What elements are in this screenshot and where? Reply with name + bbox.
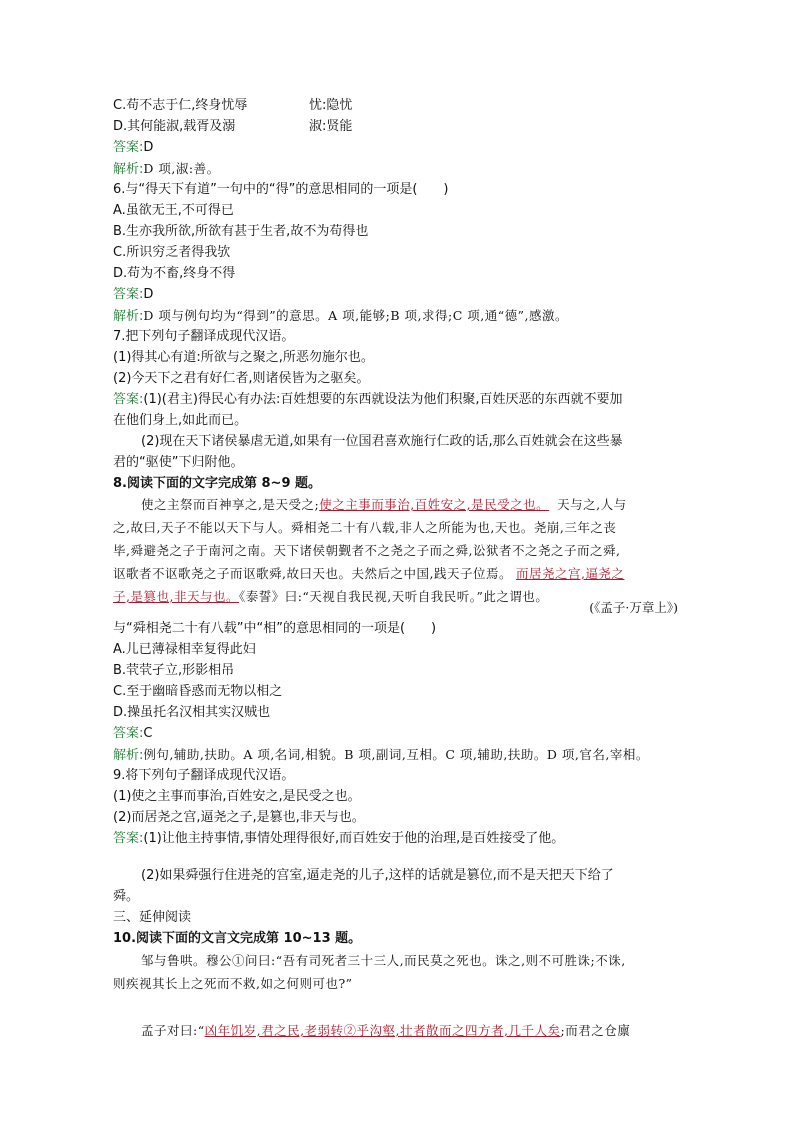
passage-text: 天与之,人与 [557, 497, 627, 512]
passage-text: 讴歌者不讴歌尧之子而讴歌舜,故曰天也。夫然后之中国,践天子位焉。 [113, 566, 512, 581]
passage-source: (《孟子·万章上》) [589, 600, 678, 615]
passage2-line-3 [141, 1022, 630, 1040]
question-6 [113, 181, 449, 199]
explanation-label: 解析: [113, 309, 144, 324]
q7-sentence-1: (1)得其心有道:所欲与之聚之,所恶勿施尔也。 [113, 350, 374, 365]
passage2-line-2: 则疾视其长上之死而不救,如之何则可也?” [113, 976, 353, 991]
option-c-text: C.苟不志于仁,终身忧辱 [113, 98, 248, 113]
q6-answer [113, 286, 153, 304]
passage-line-1 [141, 496, 627, 514]
explanation-text: D 项,淑:善。 [143, 161, 220, 176]
passage-line-2: 之,故曰,天子不能以天下与人。舜相尧二十有八载,非人之所能为也,天也。尧崩,三年之丧 [113, 520, 617, 535]
passage-line-3: 毕,舜避尧之子于南河之南。天下诸侯朝觐者不之尧之子而之舜,讼狱者不之尧之子而之舜, [113, 543, 621, 558]
answer-value: C [143, 726, 153, 741]
answer-text: (1)(君主)得民心有办法:百姓想要的东西就设法为他们积聚,百姓厌恶的东西就不要加 [143, 392, 623, 407]
passage-text: 《泰誓》曰:“天视自我民视,天听自我民听。”此之谓也。 [238, 589, 549, 604]
q8-explanation [113, 746, 649, 765]
option-c-gloss: 忧:隐忧 [309, 98, 353, 113]
q9-sentence-1: (1)使之主事而事治,百姓安之,是民受之也。 [113, 789, 361, 804]
answer-value: D [143, 287, 154, 302]
answer-label: 答案: [113, 287, 144, 302]
q7-answer-2-cont: 君的“驱使”下归附他。 [113, 455, 244, 470]
q8-answer [113, 725, 152, 743]
answer-label: 答案: [113, 140, 144, 155]
q7-answer-1 [113, 391, 622, 409]
q9-answer-1 [113, 830, 564, 848]
question-10: 10.阅读下面的文言文完成第 10~13 题。 [113, 931, 362, 946]
q9-answer-2: (2)如果舜强行住进尧的宫室,逼走尧的儿子,这样的话就是篡位,而不是天把天下给了 [141, 868, 614, 883]
q7-answer-1-cont: 在他们身上,如此而已。 [113, 413, 248, 428]
answer-label: 答案: [113, 392, 144, 407]
answer-value: D [143, 140, 154, 155]
q8-option-a: A.儿已薄禄相幸复得此妇 [113, 642, 256, 657]
passage-text: ;而君之仓廪 [560, 1023, 631, 1038]
q9-sentence-2: (2)而居尧之宫,逼尧之子,是篡也,非天与也。 [113, 810, 365, 825]
explanation-text: D 项与例句均为“得到”的意思。A 项,能够;B 项,求得;C 项,通“德”,感激。 [143, 308, 568, 323]
passage-text: 使之主祭而百神享之,是天受之; [141, 497, 320, 512]
q8-option-b: B.茕茕孑立,形影相吊 [113, 663, 235, 678]
underlined-sentence-2: 而居尧之宫,逼尧之 [515, 566, 625, 581]
option-d-text: D.其何能淑,载胥及溺 [113, 119, 236, 134]
q6-option-c: C.所识穷乏者得我欤 [113, 245, 231, 260]
answer-label: 答案: [113, 831, 144, 846]
question-8: 8.阅读下面的文字完成第 8~9 题。 [113, 476, 322, 491]
question-9: 9.将下列句子翻译成现代汉语。 [113, 768, 295, 783]
passage2-line-1: 邹与鲁哄。穆公①问曰:“吾有司死者三十三人,而民莫之死也。诛之,则不可胜诛;不诛, [141, 953, 626, 968]
q8-option-d: D.操虽托名汉相其实汉贼也 [113, 705, 271, 720]
underlined-sentence-3: 凶年饥岁,君之民,老弱转②乎沟壑,壮者散而之四方者,几千人矣 [204, 1023, 561, 1038]
q9-answer-2-cont: 舜。 [113, 889, 140, 904]
passage-line-5 [113, 588, 548, 606]
question-7: 7.把下列句子翻译成现代汉语。 [113, 329, 295, 344]
q6-explanation [113, 307, 568, 326]
explanation-label: 解析: [113, 162, 144, 177]
question-6-text: 6.与“得天下有道”一句中的“得”的意思相同的一项是( ) [113, 182, 449, 197]
passage-text: 孟子对曰:“ [141, 1023, 205, 1038]
answer-text: (1)让他主持事情,事情处理得很好,而百姓安于他的治理,是百姓接受了他。 [143, 831, 565, 846]
q8-option-c: C.至于幽暗昏惑而无物以相之 [113, 684, 283, 699]
section-heading: 三、延伸阅读 [113, 910, 192, 925]
option-d-line [113, 118, 353, 136]
explanation-line [113, 160, 220, 179]
q6-option-b: B.生亦我所欲,所欲有甚于生者,故不为苟得也 [113, 224, 369, 239]
underlined-sentence-2-cont: 子,是篡也,非天与也。 [113, 589, 239, 604]
explanation-text: 例句,辅助,扶助。A 项,名词,相貌。B 项,副词,互相。C 项,辅助,扶助。D 项,官名,宰相。 [143, 747, 649, 762]
underlined-sentence-1: 使之主事而事治,百姓安之,是民受之也。 [319, 497, 550, 512]
option-d-gloss: 淑:贤能 [309, 119, 353, 134]
q8-stem: 与“舜相尧二十有八载”中“相”的意思相同的一项是( ) [113, 621, 437, 636]
answer-line [113, 139, 153, 157]
q7-answer-2: (2)现在天下诸侯暴虐无道,如果有一位国君喜欢施行仁政的话,那么百姓就会在这些暴 [141, 434, 623, 449]
answer-label: 答案: [113, 726, 144, 741]
q6-option-a: A.虽欲无王,不可得已 [113, 203, 234, 218]
q7-sentence-2: (2)今天下之君有好仁者,则诸侯皆为之驱矣。 [113, 371, 370, 386]
passage-line-4 [113, 565, 624, 583]
option-c-line [113, 97, 353, 115]
q6-option-d: D.苟为不畜,终身不得 [113, 266, 236, 281]
explanation-label: 解析: [113, 748, 144, 763]
